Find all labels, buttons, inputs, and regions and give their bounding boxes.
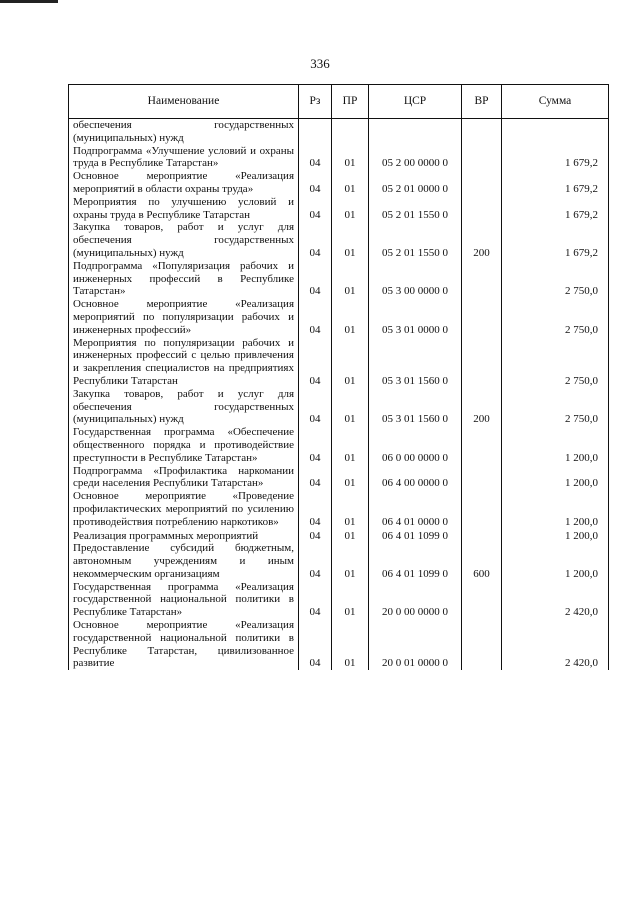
table-row — [69, 490, 609, 528]
cell-csr: 20 0 00 0000 0 — [369, 581, 462, 619]
table-row — [69, 221, 609, 259]
cell-csr: 05 2 00 0000 0 — [369, 145, 462, 171]
table-row — [69, 298, 609, 336]
cell-vr — [462, 581, 502, 619]
cell-vr: 600 — [462, 542, 502, 580]
cell-vr — [462, 260, 502, 298]
table-row — [69, 426, 609, 464]
cell-vr — [462, 145, 502, 171]
cell-csr: 05 2 01 0000 0 — [369, 170, 462, 196]
cell-csr: 05 3 00 0000 0 — [369, 260, 462, 298]
cell-csr: 06 4 00 0000 0 — [369, 465, 462, 491]
header-csr: ЦСР — [369, 85, 462, 119]
cell-pr: 01 — [332, 529, 369, 543]
cell-pr: 01 — [332, 490, 369, 528]
header-pr: ПР — [332, 85, 369, 119]
table-row — [69, 260, 609, 298]
header-name: Наименование — [69, 85, 299, 119]
table-row — [69, 337, 609, 388]
cell-rz: 04 — [299, 619, 332, 670]
cell-name: Предоставление субсидий бюджетным, автономным учреждениям и иным некоммерческим организациям — [69, 542, 299, 580]
cell-pr: 01 — [332, 298, 369, 336]
cell-sum — [502, 119, 609, 145]
cell-csr: 05 2 01 1550 0 — [369, 221, 462, 259]
cell-pr: 01 — [332, 221, 369, 259]
header-vr: ВР — [462, 85, 502, 119]
cell-sum: 2 750,0 — [502, 337, 609, 388]
cell-vr — [462, 619, 502, 670]
cell-sum: 2 750,0 — [502, 298, 609, 336]
cell-sum: 1 679,2 — [502, 170, 609, 196]
cell-vr — [462, 170, 502, 196]
cell-vr: 200 — [462, 388, 502, 426]
cell-sum: 1 679,2 — [502, 196, 609, 222]
table-row — [69, 145, 609, 171]
cell-sum: 2 750,0 — [502, 260, 609, 298]
cell-name: обеспечения государственных (муниципальных) нужд — [69, 119, 299, 145]
cell-csr: 05 3 01 0000 0 — [369, 298, 462, 336]
table-row — [69, 388, 609, 426]
cell-rz: 04 — [299, 170, 332, 196]
cell-name: Подпрограмма «Популяризация рабочих и инженерных профессий в Республике Татарстан» — [69, 260, 299, 298]
cell-vr: 200 — [462, 221, 502, 259]
cell-sum: 1 200,0 — [502, 542, 609, 580]
table-header-row — [69, 85, 609, 119]
cell-pr: 01 — [332, 170, 369, 196]
table-row — [69, 465, 609, 491]
cell-pr: 01 — [332, 542, 369, 580]
cell-name: Реализация программных мероприятий — [69, 529, 299, 543]
cell-rz: 04 — [299, 298, 332, 336]
cell-csr: 06 4 01 0000 0 — [369, 490, 462, 528]
cell-csr: 05 3 01 1560 0 — [369, 337, 462, 388]
header-rz: Рз — [299, 85, 332, 119]
table-row — [69, 196, 609, 222]
cell-sum: 1 200,0 — [502, 529, 609, 543]
cell-vr — [462, 119, 502, 145]
cell-pr: 01 — [332, 260, 369, 298]
cell-pr: 01 — [332, 619, 369, 670]
cell-sum: 1 200,0 — [502, 490, 609, 528]
cell-sum: 1 679,2 — [502, 145, 609, 171]
cell-sum: 2 420,0 — [502, 581, 609, 619]
cell-rz: 04 — [299, 529, 332, 543]
cell-csr: 05 3 01 1560 0 — [369, 388, 462, 426]
cell-rz: 04 — [299, 337, 332, 388]
cell-sum: 1 679,2 — [502, 221, 609, 259]
cell-name: Основное мероприятие «Реализация мероприятий в области охраны труда» — [69, 170, 299, 196]
corner-mark — [0, 0, 58, 3]
cell-vr — [462, 196, 502, 222]
cell-rz: 04 — [299, 490, 332, 528]
cell-rz: 04 — [299, 196, 332, 222]
table-row — [69, 619, 609, 670]
cell-rz: 04 — [299, 145, 332, 171]
cell-name: Основное мероприятие «Проведение профилактических мероприятий по усилению противодействия потреблению наркотиков» — [69, 490, 299, 528]
cell-sum: 2 420,0 — [502, 619, 609, 670]
cell-name: Закупка товаров, работ и услуг для обеспечения государственных (муниципальных) нужд — [69, 221, 299, 259]
cell-rz: 04 — [299, 542, 332, 580]
cell-name: Государственная программа «Обеспечение общественного порядка и противодействие преступности в Республике Татарстан» — [69, 426, 299, 464]
cell-pr: 01 — [332, 388, 369, 426]
cell-rz: 04 — [299, 426, 332, 464]
table-row — [69, 529, 609, 543]
cell-rz: 04 — [299, 388, 332, 426]
cell-name: Мероприятия по улучшению условий и охраны труда в Республике Татарстан — [69, 196, 299, 222]
cell-sum: 1 200,0 — [502, 426, 609, 464]
cell-name: Подпрограмма «Профилактика наркомании среди населения Республики Татарстан» — [69, 465, 299, 491]
cell-name: Основное мероприятие «Реализация государственной национальной политики в Республике Татарстан, цивилизованное развитие — [69, 619, 299, 670]
cell-pr: 01 — [332, 426, 369, 464]
cell-sum: 1 200,0 — [502, 465, 609, 491]
cell-name: Государственная программа «Реализация государственной национальной политики в Республике Татарстан» — [69, 581, 299, 619]
table-body — [69, 119, 609, 671]
cell-sum: 2 750,0 — [502, 388, 609, 426]
cell-rz: 04 — [299, 581, 332, 619]
cell-name: Основное мероприятие «Реализация мероприятий по популяризации рабочих и инженерных профессий» — [69, 298, 299, 336]
cell-csr: 06 4 01 1099 0 — [369, 542, 462, 580]
table-row — [69, 581, 609, 619]
cell-vr — [462, 490, 502, 528]
cell-name: Мероприятия по популяризации рабочих и инженерных профессий с целью привлечения и закрепления специалистов на предприятиях Республики Татарстан — [69, 337, 299, 388]
cell-pr: 01 — [332, 465, 369, 491]
cell-pr: 01 — [332, 145, 369, 171]
cell-rz — [299, 119, 332, 145]
cell-name: Закупка товаров, работ и услуг для обеспечения государственных (муниципальных) нужд — [69, 388, 299, 426]
cell-rz: 04 — [299, 260, 332, 298]
cell-pr: 01 — [332, 581, 369, 619]
cell-name: Подпрограмма «Улучшение условий и охраны труда в Республике Татарстан» — [69, 145, 299, 171]
cell-vr — [462, 465, 502, 491]
table-row — [69, 119, 609, 145]
cell-csr: 06 4 01 1099 0 — [369, 529, 462, 543]
cell-csr — [369, 119, 462, 145]
cell-pr — [332, 119, 369, 145]
cell-rz: 04 — [299, 221, 332, 259]
cell-csr: 05 2 01 1550 0 — [369, 196, 462, 222]
page-number: 336 — [310, 56, 330, 71]
cell-vr — [462, 298, 502, 336]
cell-vr — [462, 529, 502, 543]
cell-csr: 06 0 00 0000 0 — [369, 426, 462, 464]
cell-csr: 20 0 01 0000 0 — [369, 619, 462, 670]
cell-pr: 01 — [332, 337, 369, 388]
header-sum: Сумма — [502, 85, 609, 119]
cell-rz: 04 — [299, 465, 332, 491]
cell-pr: 01 — [332, 196, 369, 222]
cell-vr — [462, 337, 502, 388]
cell-vr — [462, 426, 502, 464]
budget-table — [68, 84, 609, 670]
table-row — [69, 542, 609, 580]
table-row — [69, 170, 609, 196]
